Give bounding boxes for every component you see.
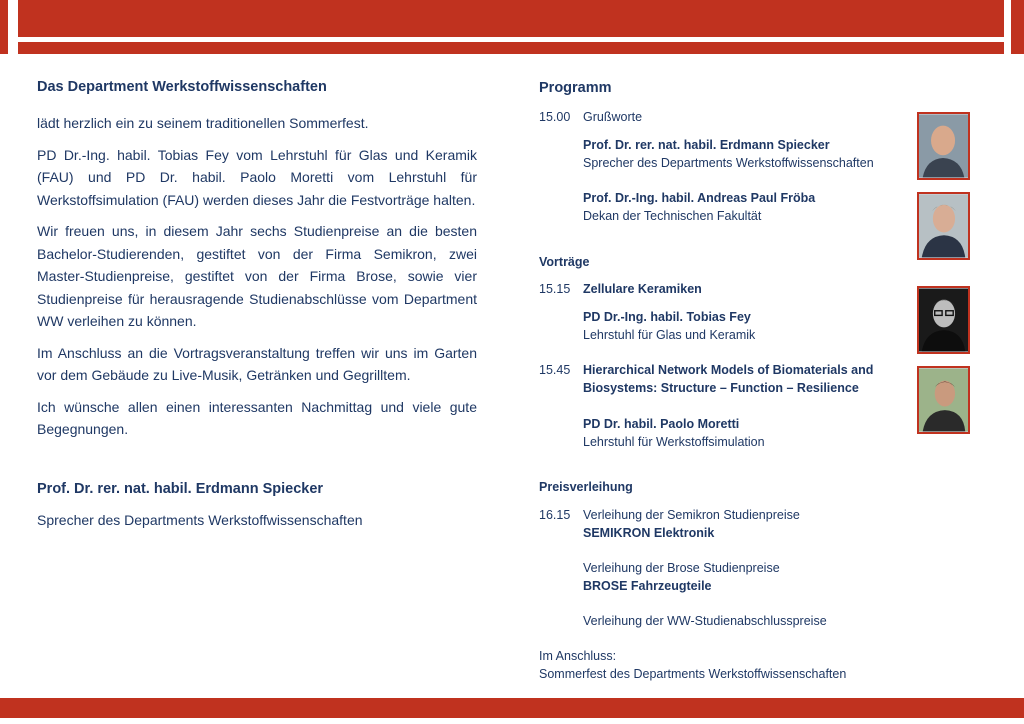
- preis-item-brose: Verleihung der Brose Studienpreise: [583, 561, 780, 575]
- program-heading: Programm: [539, 80, 612, 96]
- person-icon: [919, 194, 968, 258]
- talk1-title: Zellulare Keramiken: [583, 282, 702, 296]
- preis-heading: Preisverleihung: [539, 480, 633, 494]
- talk2-title-line2: Biosystems: Structure – Function – Resilience: [583, 381, 859, 395]
- program-column: [539, 79, 979, 681]
- band-segment: [18, 42, 1004, 54]
- time-grussworte: 15.00: [539, 110, 571, 124]
- invitation-column: [37, 79, 477, 532]
- band-segment: [18, 0, 1004, 37]
- speaker-froeba-role: Dekan der Technischen Fakultät: [583, 209, 762, 223]
- preis-item-ww: Verleihung der WW-Studienabschlusspreise: [583, 614, 827, 628]
- grussworte-label: Grußworte: [583, 110, 643, 124]
- preis-sponsor-semikron: SEMIKRON Elektronik: [583, 526, 715, 540]
- portrait-moretti: [917, 366, 970, 434]
- talk2-title-line1: Hierarchical Network Models of Biomaterials and: [583, 363, 874, 377]
- intro-text: lädt herzlich ein zu seinem traditionellen Sommerfest.: [37, 115, 369, 131]
- time-preis: 16.15: [539, 508, 571, 522]
- talk2-speaker: PD Dr. habil. Paolo Moretti: [583, 417, 740, 431]
- department-heading: Das Department Werkstoffwissenschaften: [37, 79, 327, 95]
- band-segment: [1011, 0, 1024, 54]
- portrait-spiecker: [917, 112, 970, 180]
- signer-role: Sprecher des Departments Werkstoffwissenschaften: [37, 512, 363, 528]
- speaker-spiecker-name: Prof. Dr. rer. nat. habil. Erdmann Spiecker: [583, 138, 830, 152]
- speaker-spiecker-role: Sprecher des Departments Werkstoffwissenschaften: [583, 156, 874, 170]
- paragraph-speakers: PD Dr.-Ing. habil. Tobias Fey vom Lehrstuhl für Glas und Keramik (FAU) und PD Dr. habil. Paolo Moretti vom Lehrstuhl für Werkstoffsimulation (FAU) werden dieses Jahr die Festvorträge halten.: [37, 146, 477, 208]
- preis-sponsor-brose: BROSE Fahrzeugteile: [583, 579, 712, 593]
- person-icon: [919, 368, 968, 432]
- anschluss-label: Im Anschluss:: [539, 649, 617, 663]
- header-band: [0, 0, 1024, 54]
- portrait-fey: [917, 286, 970, 354]
- paragraph-prizes: Wir freuen uns, in diesem Jahr sechs Studienpreise an die besten Bachelor-Studierenden, gestiftet von der Firma Semikron, zwei Master-Studienpreise, gestiftet von der Firma Brose, sowie vier Studienpreise für herausragende Studienabschlüsse vom Department WW verleihen zu können.: [37, 223, 477, 329]
- anschluss-text: Sommerfest des Departments Werkstoffwissenschaften: [539, 667, 847, 681]
- time-talk1: 15.15: [539, 282, 571, 296]
- talk1-speaker: PD Dr.-Ing. habil. Tobias Fey: [583, 310, 751, 324]
- band-segment: [0, 0, 8, 54]
- time-talk2: 15.45: [539, 363, 571, 377]
- preis-item-semikron: Verleihung der Semikron Studienpreise: [583, 508, 800, 522]
- footer-band: [0, 698, 1024, 718]
- talk1-role: Lehrstuhl für Glas und Keramik: [583, 328, 756, 342]
- vortraege-heading: Vorträge: [539, 255, 590, 269]
- signer-name: Prof. Dr. rer. nat. habil. Erdmann Spiecker: [37, 480, 324, 497]
- speaker-froeba-name: Prof. Dr.-Ing. habil. Andreas Paul Fröba: [583, 191, 816, 205]
- portrait-froeba: [917, 192, 970, 260]
- paragraph-garden: Im Anschluss an die Vortragsveranstaltung treffen wir uns im Garten vor dem Gebäude zu Live-Musik, Getränken und Gegrilltem.: [37, 344, 477, 383]
- paragraph-wishes: Ich wünsche allen einen interessanten Nachmittag und viele gute Begegnungen.: [37, 398, 477, 437]
- person-icon: [919, 288, 968, 352]
- talk2-role: Lehrstuhl für Werkstoffsimulation: [583, 435, 765, 449]
- person-icon: [919, 114, 968, 178]
